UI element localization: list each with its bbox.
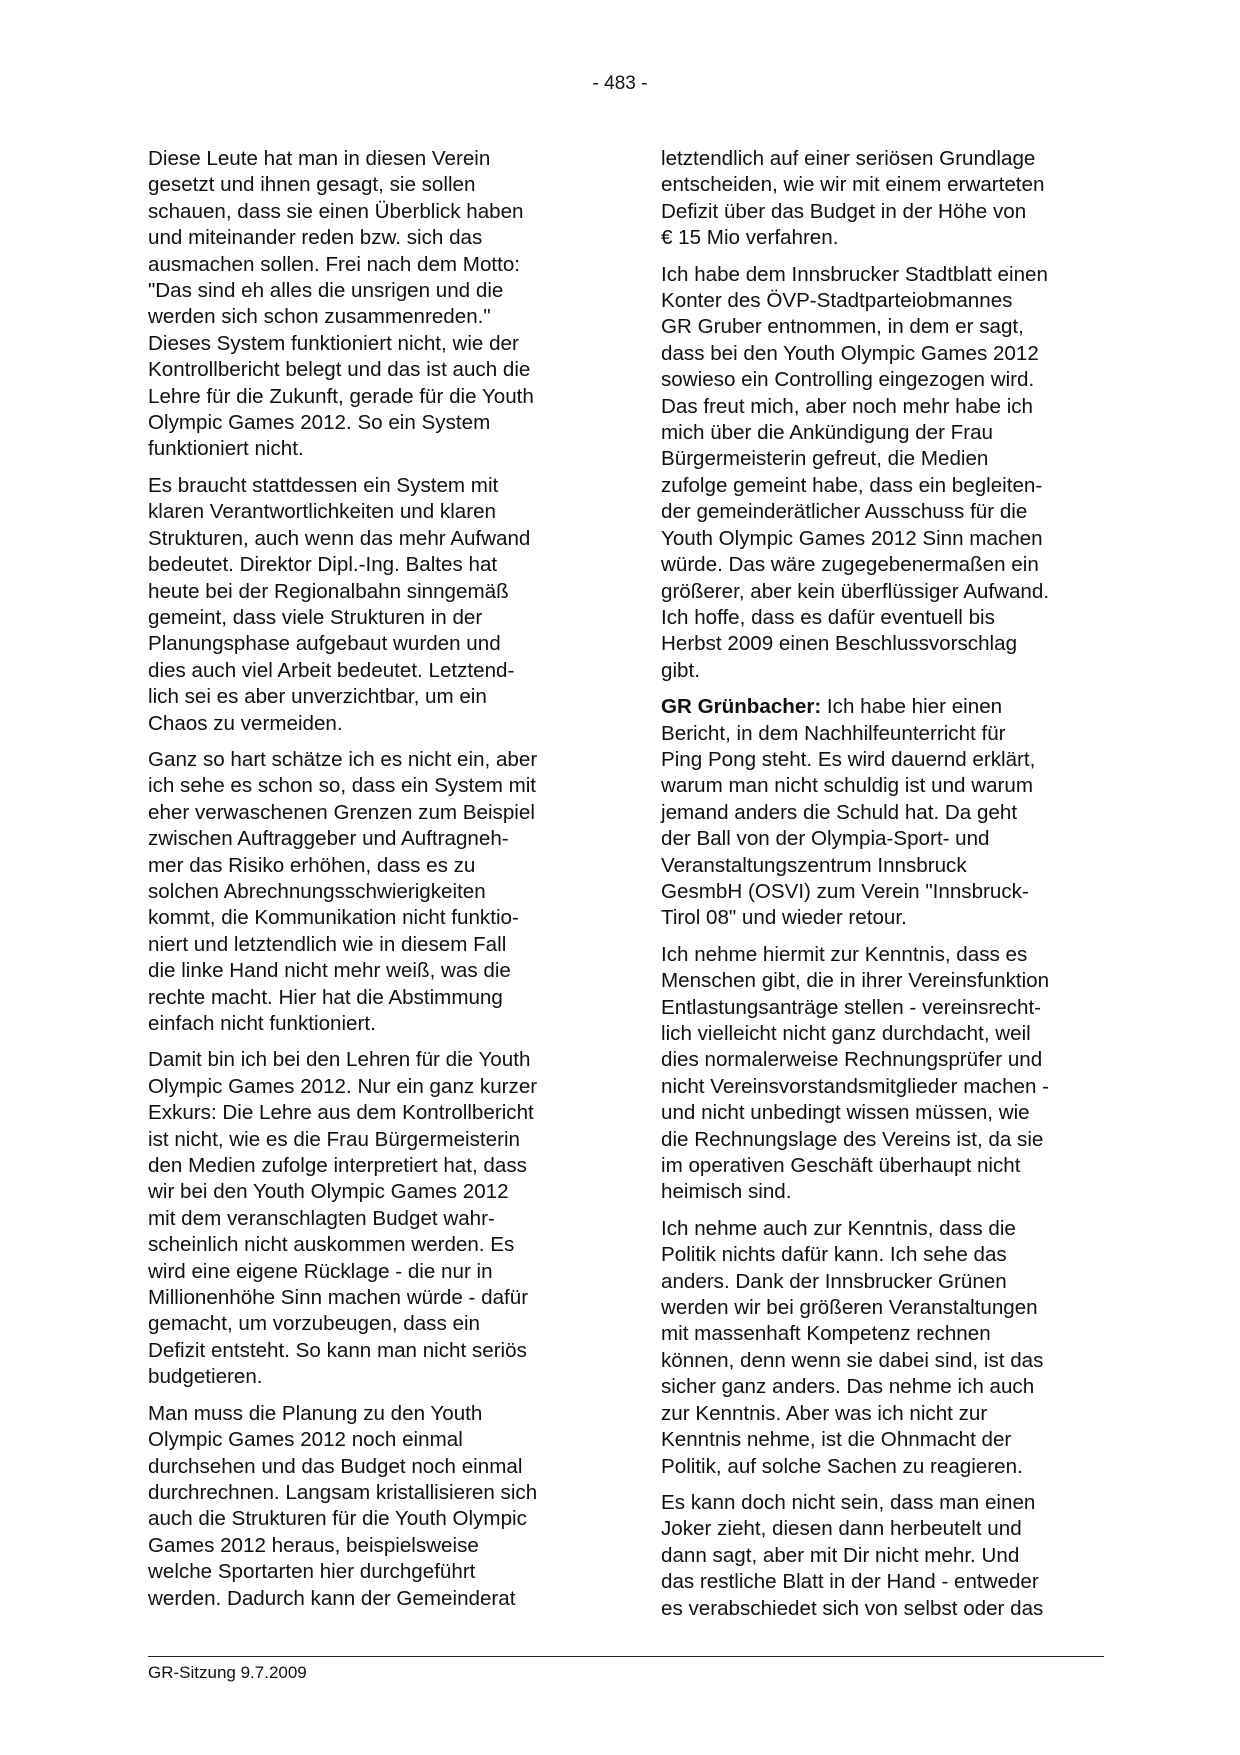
paragraph <box>661 1216 1105 1480</box>
text-line: Defizit entsteht. So kann man nicht seriös <box>148 1338 527 1362</box>
text-line: funktioniert nicht. <box>148 437 304 461</box>
paragraph <box>148 1401 592 1612</box>
text-line: Es braucht stattdessen ein System mit <box>148 473 499 497</box>
text-line: werden sich schon zusammenreden." <box>148 305 491 329</box>
text-line: sicher ganz anders. Das nehme ich auch <box>661 1375 1035 1399</box>
text-line: € 15 Mio verfahren. <box>661 226 839 250</box>
text-line: Olympic Games 2012 noch einmal <box>148 1428 463 1452</box>
text-line: dies auch viel Arbeit bedeutet. Letztend- <box>148 658 515 682</box>
text-line: die linke Hand nicht mehr weiß, was die <box>148 959 511 983</box>
text-line: welche Sportarten hier durchgeführt <box>148 1560 476 1584</box>
text-line: rechte macht. Hier hat die Abstimmung <box>148 985 503 1009</box>
text-line: Menschen gibt, die in ihrer Vereinsfunktion <box>661 969 1050 993</box>
text-line: Joker zieht, diesen dann herbeutelt und <box>661 1517 1022 1541</box>
text-line: Bericht, in dem Nachhilfeunterricht für <box>661 721 1006 745</box>
text-line: klaren Verantwortlichkeiten und klaren <box>148 500 497 524</box>
speaker-name: GR Grünbacher: <box>661 695 822 719</box>
footer-divider <box>148 1656 1104 1657</box>
text-line: dies normalerweise Rechnungsprüfer und <box>661 1048 1043 1072</box>
left-text-column <box>148 146 592 1622</box>
text-line: Olympic Games 2012. Nur ein ganz kurzer <box>148 1074 538 1098</box>
text-line: "Das sind eh alles die unsrigen und die <box>148 279 504 303</box>
paragraph <box>661 942 1105 1206</box>
text-line: es verabschiedet sich von selbst oder das <box>661 1596 1044 1620</box>
footer-session-label: GR-Sitzung 9.7.2009 <box>148 1663 307 1682</box>
text-line: gemeint, dass viele Strukturen in der <box>148 605 483 629</box>
text-line: zur Kenntnis. Aber was ich nicht zur <box>661 1401 988 1425</box>
text-line: Kontrollbericht belegt und das ist auch die <box>148 358 531 382</box>
text-line: GR Gruber entnommen, in dem er sagt, <box>661 315 1024 339</box>
text-line: wird eine eigene Rücklage - die nur in <box>148 1259 493 1283</box>
text-line: können, denn wenn sie dabei sind, ist das <box>661 1348 1044 1372</box>
text-line: wir bei den Youth Olympic Games 2012 <box>148 1180 509 1204</box>
text-line: Damit bin ich bei den Lehren für die Youth <box>148 1048 531 1072</box>
text-line: zufolge gemeint habe, dass ein begleiten- <box>661 473 1043 497</box>
text-line <box>661 694 1105 720</box>
text-line: sowieso ein Controlling eingezogen wird. <box>661 368 1035 392</box>
paragraph <box>661 262 1105 685</box>
text-line: letztendlich auf einer seriösen Grundlage <box>661 147 1036 170</box>
text-line: Ping Pong steht. Es wird dauernd erklärt, <box>661 747 1036 771</box>
paragraph <box>661 146 1105 252</box>
text-line: mich über die Ankündigung der Frau <box>661 421 993 445</box>
text-line: werden. Dadurch kann der Gemeinderat <box>148 1586 516 1610</box>
text-line: dann sagt, aber mit Dir nicht mehr. Und <box>661 1543 1020 1567</box>
text-line: Entlastungsanträge stellen - vereinsrecht- <box>661 995 1042 1019</box>
text-line: Ganz so hart schätze ich es nicht ein, aber <box>148 747 538 771</box>
text-line: lich vielleicht nicht ganz durchdacht, weil <box>661 1022 1031 1045</box>
paragraph <box>148 1047 592 1390</box>
text-line: durchrechnen. Langsam kristallisieren sich <box>148 1480 538 1504</box>
text-line: Veranstaltungszentrum Innsbruck <box>661 853 967 877</box>
text-line: einfach nicht funktioniert. <box>148 1012 376 1035</box>
text-line: solchen Abrechnungsschwierigkeiten <box>148 879 486 903</box>
text-line: Strukturen, auch wenn das mehr Aufwand <box>148 526 531 550</box>
text-line: durchsehen und das Budget noch einmal <box>148 1454 523 1478</box>
text-line: mit dem veranschlagten Budget wahr- <box>148 1206 495 1230</box>
text-line: Politik nichts dafür kann. Ich sehe das <box>661 1243 1007 1267</box>
text-line: schauen, dass sie einen Überblick haben <box>148 199 524 223</box>
text-line: warum man nicht schuldig ist und warum <box>661 774 1033 798</box>
text-line: ausmachen sollen. Frei nach dem Motto: <box>148 252 521 276</box>
text-line: Diese Leute hat man in diesen Verein <box>148 147 491 170</box>
text-line: ich sehe es schon so, dass ein System mit <box>148 774 537 798</box>
paragraph <box>148 473 592 737</box>
text-line: werden wir bei größeren Veranstaltungen <box>661 1296 1038 1320</box>
text-line: Ich nehme hiermit zur Kenntnis, dass es <box>661 942 1028 966</box>
text-line: im operativen Geschäft überhaupt nicht <box>661 1154 1021 1178</box>
text-line: der Ball von der Olympia-Sport- und <box>661 827 990 851</box>
text-line: GesmbH (OSVI) zum Verein "Innsbruck- <box>661 879 1029 903</box>
text-line: der gemeinderätlicher Ausschuss für die <box>661 500 1028 524</box>
text-line: Dieses System funktioniert nicht, wie der <box>148 331 519 355</box>
text-line: heimisch sind. <box>661 1180 792 1204</box>
text-line: und nicht unbedingt wissen müssen, wie <box>661 1101 1030 1125</box>
text-line: heute bei der Regionalbahn sinngemäß <box>148 579 509 603</box>
text-line: Herbst 2009 einen Beschlussvorschlag <box>661 632 1018 656</box>
text-line: gibt. <box>661 658 700 682</box>
text-line: Planungsphase aufgebaut wurden und <box>148 632 501 656</box>
text-line: Olympic Games 2012. So ein System <box>148 411 491 435</box>
text-line: die Rechnungslage des Vereins ist, da sie <box>661 1127 1044 1151</box>
text-line: gemacht, um vorzubeugen, dass ein <box>148 1312 480 1336</box>
text-line: dass bei den Youth Olympic Games 2012 <box>661 341 1039 365</box>
text-line: Exkurs: Die Lehre aus dem Kontrollbericht <box>148 1101 534 1125</box>
text-line: nicht Vereinsvorstandsmitglieder machen - <box>661 1074 1050 1098</box>
text-line: Ich nehme auch zur Kenntnis, dass die <box>661 1216 1016 1240</box>
text-line: jemand anders die Schuld hat. Da geht <box>661 800 1018 824</box>
right-text-column <box>661 146 1105 1632</box>
text-line: eher verwaschenen Grenzen zum Beispiel <box>148 800 535 824</box>
text-line: Konter des ÖVP-Stadtparteiobmannes <box>661 289 1013 313</box>
text-line: zwischen Auftraggeber und Auftragneh- <box>148 827 509 851</box>
text-line: entscheiden, wie wir mit einem erwarteten <box>661 173 1045 197</box>
paragraph <box>148 747 592 1037</box>
text-line: Tirol 08" und wieder retour. <box>661 906 907 930</box>
paragraph <box>661 694 1105 932</box>
page-number: - 483 - <box>592 73 648 94</box>
text-line: gesetzt und ihnen gesagt, sie sollen <box>148 173 476 197</box>
text-line: Chaos zu vermeiden. <box>148 711 343 735</box>
text-line: Lehre für die Zukunft, gerade für die Youth <box>148 384 534 408</box>
text-line: lich sei es aber unverzichtbar, um ein <box>148 685 487 709</box>
text-line: Ich habe dem Innsbrucker Stadtblatt einen <box>661 262 1048 286</box>
text-line: anders. Dank der Innsbrucker Grünen <box>661 1269 1007 1293</box>
text-line: ist nicht, wie es die Frau Bürgermeisterin <box>148 1127 520 1151</box>
text-line: bedeutet. Direktor Dipl.-Ing. Baltes hat <box>148 553 498 577</box>
text-line: den Medien zufolge interpretiert hat, dass <box>148 1154 527 1178</box>
text-line: Youth Olympic Games 2012 Sinn machen <box>661 526 1043 550</box>
text-line: Politik, auf solche Sachen zu reagieren. <box>661 1454 1023 1478</box>
paragraph <box>661 1490 1105 1622</box>
text-line: Es kann doch nicht sein, dass man einen <box>661 1490 1036 1514</box>
text-line: Man muss die Planung zu den Youth <box>148 1401 483 1425</box>
text-line: scheinlich nicht auskommen werden. Es <box>148 1233 515 1257</box>
text-line: Defizit über das Budget in der Höhe von <box>661 199 1027 223</box>
text-line: würde. Das wäre zugegebenermaßen ein <box>661 553 1039 577</box>
paragraph <box>148 146 592 463</box>
text-line: Millionenhöhe Sinn machen würde - dafür <box>148 1286 529 1310</box>
text-line: budgetieren. <box>148 1365 263 1389</box>
text-line: mer das Risiko erhöhen, dass es zu <box>148 853 476 877</box>
text-line: Bürgermeisterin gefreut, die Medien <box>661 447 989 471</box>
text-line: Kenntnis nehme, ist die Ohnmacht der <box>661 1428 1012 1452</box>
text-line: mit massenhaft Kompetenz rechnen <box>661 1322 991 1346</box>
text-line: Games 2012 heraus, beispielsweise <box>148 1533 479 1557</box>
text-line: auch die Strukturen für die Youth Olympic <box>148 1507 527 1531</box>
text-line: und miteinander reden bzw. sich das <box>148 226 483 250</box>
text-line: Ich hoffe, dass es dafür eventuell bis <box>661 605 995 629</box>
text-line-rest: Ich habe hier einen <box>821 695 1003 719</box>
text-line: größerer, aber kein überflüssiger Aufwand. <box>661 579 1050 603</box>
text-line: das restliche Blatt in der Hand - entweder <box>661 1570 1039 1594</box>
text-line: kommt, die Kommunikation nicht funktio- <box>148 906 519 930</box>
text-line: Das freut mich, aber noch mehr habe ich <box>661 394 1034 418</box>
text-line: niert und letztendlich wie in diesem Fall <box>148 932 507 956</box>
